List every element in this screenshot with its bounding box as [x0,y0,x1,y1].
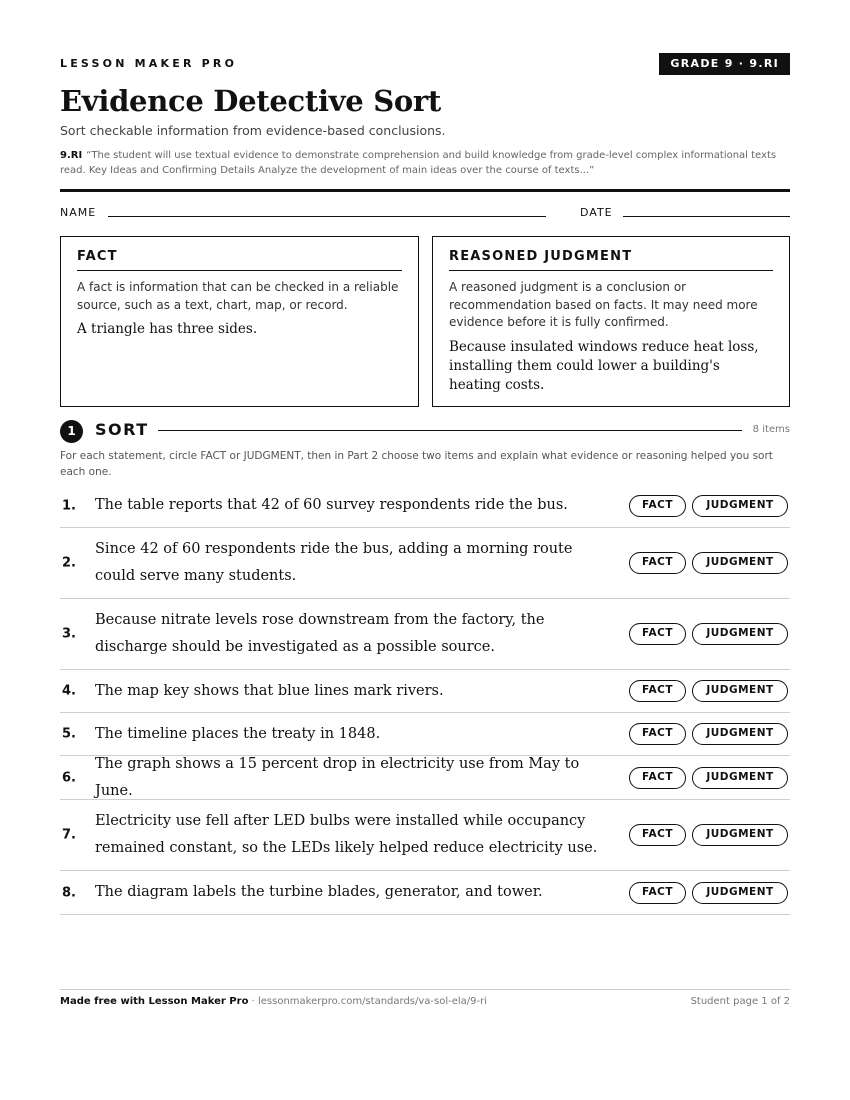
statement-text: Since 42 of 60 respondents ride the bus, adding a morning route could serve many students. [95,541,573,584]
choice-group [629,723,788,745]
judgment-example: Because insulated windows reduce heat loss, installing them could lower a building's heating costs. [449,338,759,393]
fact-choice[interactable]: FACT [629,882,686,904]
sort-section-header [60,419,790,443]
choice-group [629,882,788,904]
judgment-heading: REASONED JUDGMENT [449,249,773,271]
item-count: 8 items [752,424,790,435]
fact-choice[interactable]: FACT [629,680,686,702]
judgment-description: A reasoned judgment is a conclusion or recommendation based on facts. It may need more evidence before it is fully confirmed. [449,280,758,329]
section-title: SORT [95,420,149,439]
sort-instructions: For each statement, circle FACT or JUDGMENT, then in Part 2 choose two items and explain what evidence or reasoning helped you sort each one. [60,450,773,478]
step-number-badge: 1 [60,420,83,443]
statement-number: 6. [62,770,76,785]
choice-group [629,623,788,645]
fact-choice[interactable]: FACT [629,824,686,846]
choice-group [629,495,788,517]
page-subtitle: Sort checkable information from evidence-based conclusions. [60,123,446,138]
statement-row [60,528,790,599]
judgment-choice[interactable]: JUDGMENT [692,495,788,517]
statement-row [60,800,790,871]
statement-number: 3. [62,626,76,642]
judgment-choice[interactable]: JUDGMENT [692,824,788,846]
judgment-choice[interactable]: JUDGMENT [692,623,788,645]
statement-text: The graph shows a 15 percent drop in electricity use from May to June. [95,755,580,799]
statement-row [60,484,790,528]
fact-choice[interactable]: FACT [629,495,686,517]
judgment-choice[interactable]: JUDGMENT [692,882,788,904]
statement-text: The table reports that 42 of 60 survey respondents ride the bus. [95,497,568,513]
choice-group [629,767,788,789]
name-label: NAME [60,206,97,219]
judgment-choice[interactable]: JUDGMENT [692,680,788,702]
name-date-row [60,206,790,222]
date-field[interactable] [623,216,790,217]
brand-name: LESSON MAKER PRO [60,57,238,70]
statement-number: 2. [62,555,76,571]
judgment-choice[interactable]: JUDGMENT [692,767,788,789]
statement-number: 7. [62,827,76,843]
page-title: Evidence Detective Sort [60,84,441,118]
footer-made-with: Made free with Lesson Maker Pro [60,996,249,1007]
fact-definition-box [60,236,419,407]
fact-heading: FACT [77,249,402,271]
statement-list [60,484,790,915]
statement-number: 5. [62,726,76,742]
header-divider [60,189,790,192]
judgment-choice[interactable]: JUDGMENT [692,723,788,745]
footer-divider [60,989,790,990]
judgment-choice[interactable]: JUDGMENT [692,552,788,574]
statement-row [60,871,790,915]
section-divider [158,430,742,431]
fact-choice[interactable]: FACT [629,552,686,574]
footer-page-number: Student page 1 of 2 [690,996,790,1007]
statement-row [60,599,790,670]
choice-group [629,824,788,846]
footer-url[interactable]: · lessonmakerpro.com/standards/va-sol-ela/9-ri [248,996,488,1007]
choice-group [629,552,788,574]
fact-example: A triangle has three sides. [77,321,258,337]
statement-text: Because nitrate levels rose downstream from the factory, the discharge should be investigated as a possible source. [95,612,545,655]
statement-number: 1. [62,498,76,513]
statement-text: The map key shows that blue lines mark rivers. [95,682,444,699]
standard-description [60,148,790,178]
statement-text: The diagram labels the turbine blades, generator, and tower. [95,884,543,900]
statement-number: 4. [62,683,76,699]
statement-text: The timeline places the treaty in 1848. [95,725,381,742]
judgment-definition-box [432,236,790,407]
fact-description: A fact is information that can be checked in a reliable source, such as a text, chart, map, or record. [77,280,399,312]
date-label: DATE [580,206,613,219]
fact-choice[interactable]: FACT [629,623,686,645]
standard-code: 9.RI [60,150,83,161]
worksheet-page [60,0,790,1100]
fact-choice[interactable]: FACT [629,723,686,745]
standard-text: “The student will use textual evidence to demonstrate comprehension and build knowledge from grade-level complex informational texts read. Key Ideas and Confirming Details Analyze the development of main ideas over the course of texts...” [60,150,777,176]
statement-row [60,756,790,800]
statement-number: 8. [62,885,76,900]
name-field[interactable] [108,216,546,217]
footer-credit [60,996,487,1007]
fact-choice[interactable]: FACT [629,767,686,789]
grade-badge: GRADE 9 · 9.RI [659,53,790,75]
statement-row [60,670,790,713]
statement-text: Electricity use fell after LED bulbs were installed while occupancy remained constant, so the LEDs likely helped reduce electricity use. [95,813,598,856]
choice-group [629,680,788,702]
